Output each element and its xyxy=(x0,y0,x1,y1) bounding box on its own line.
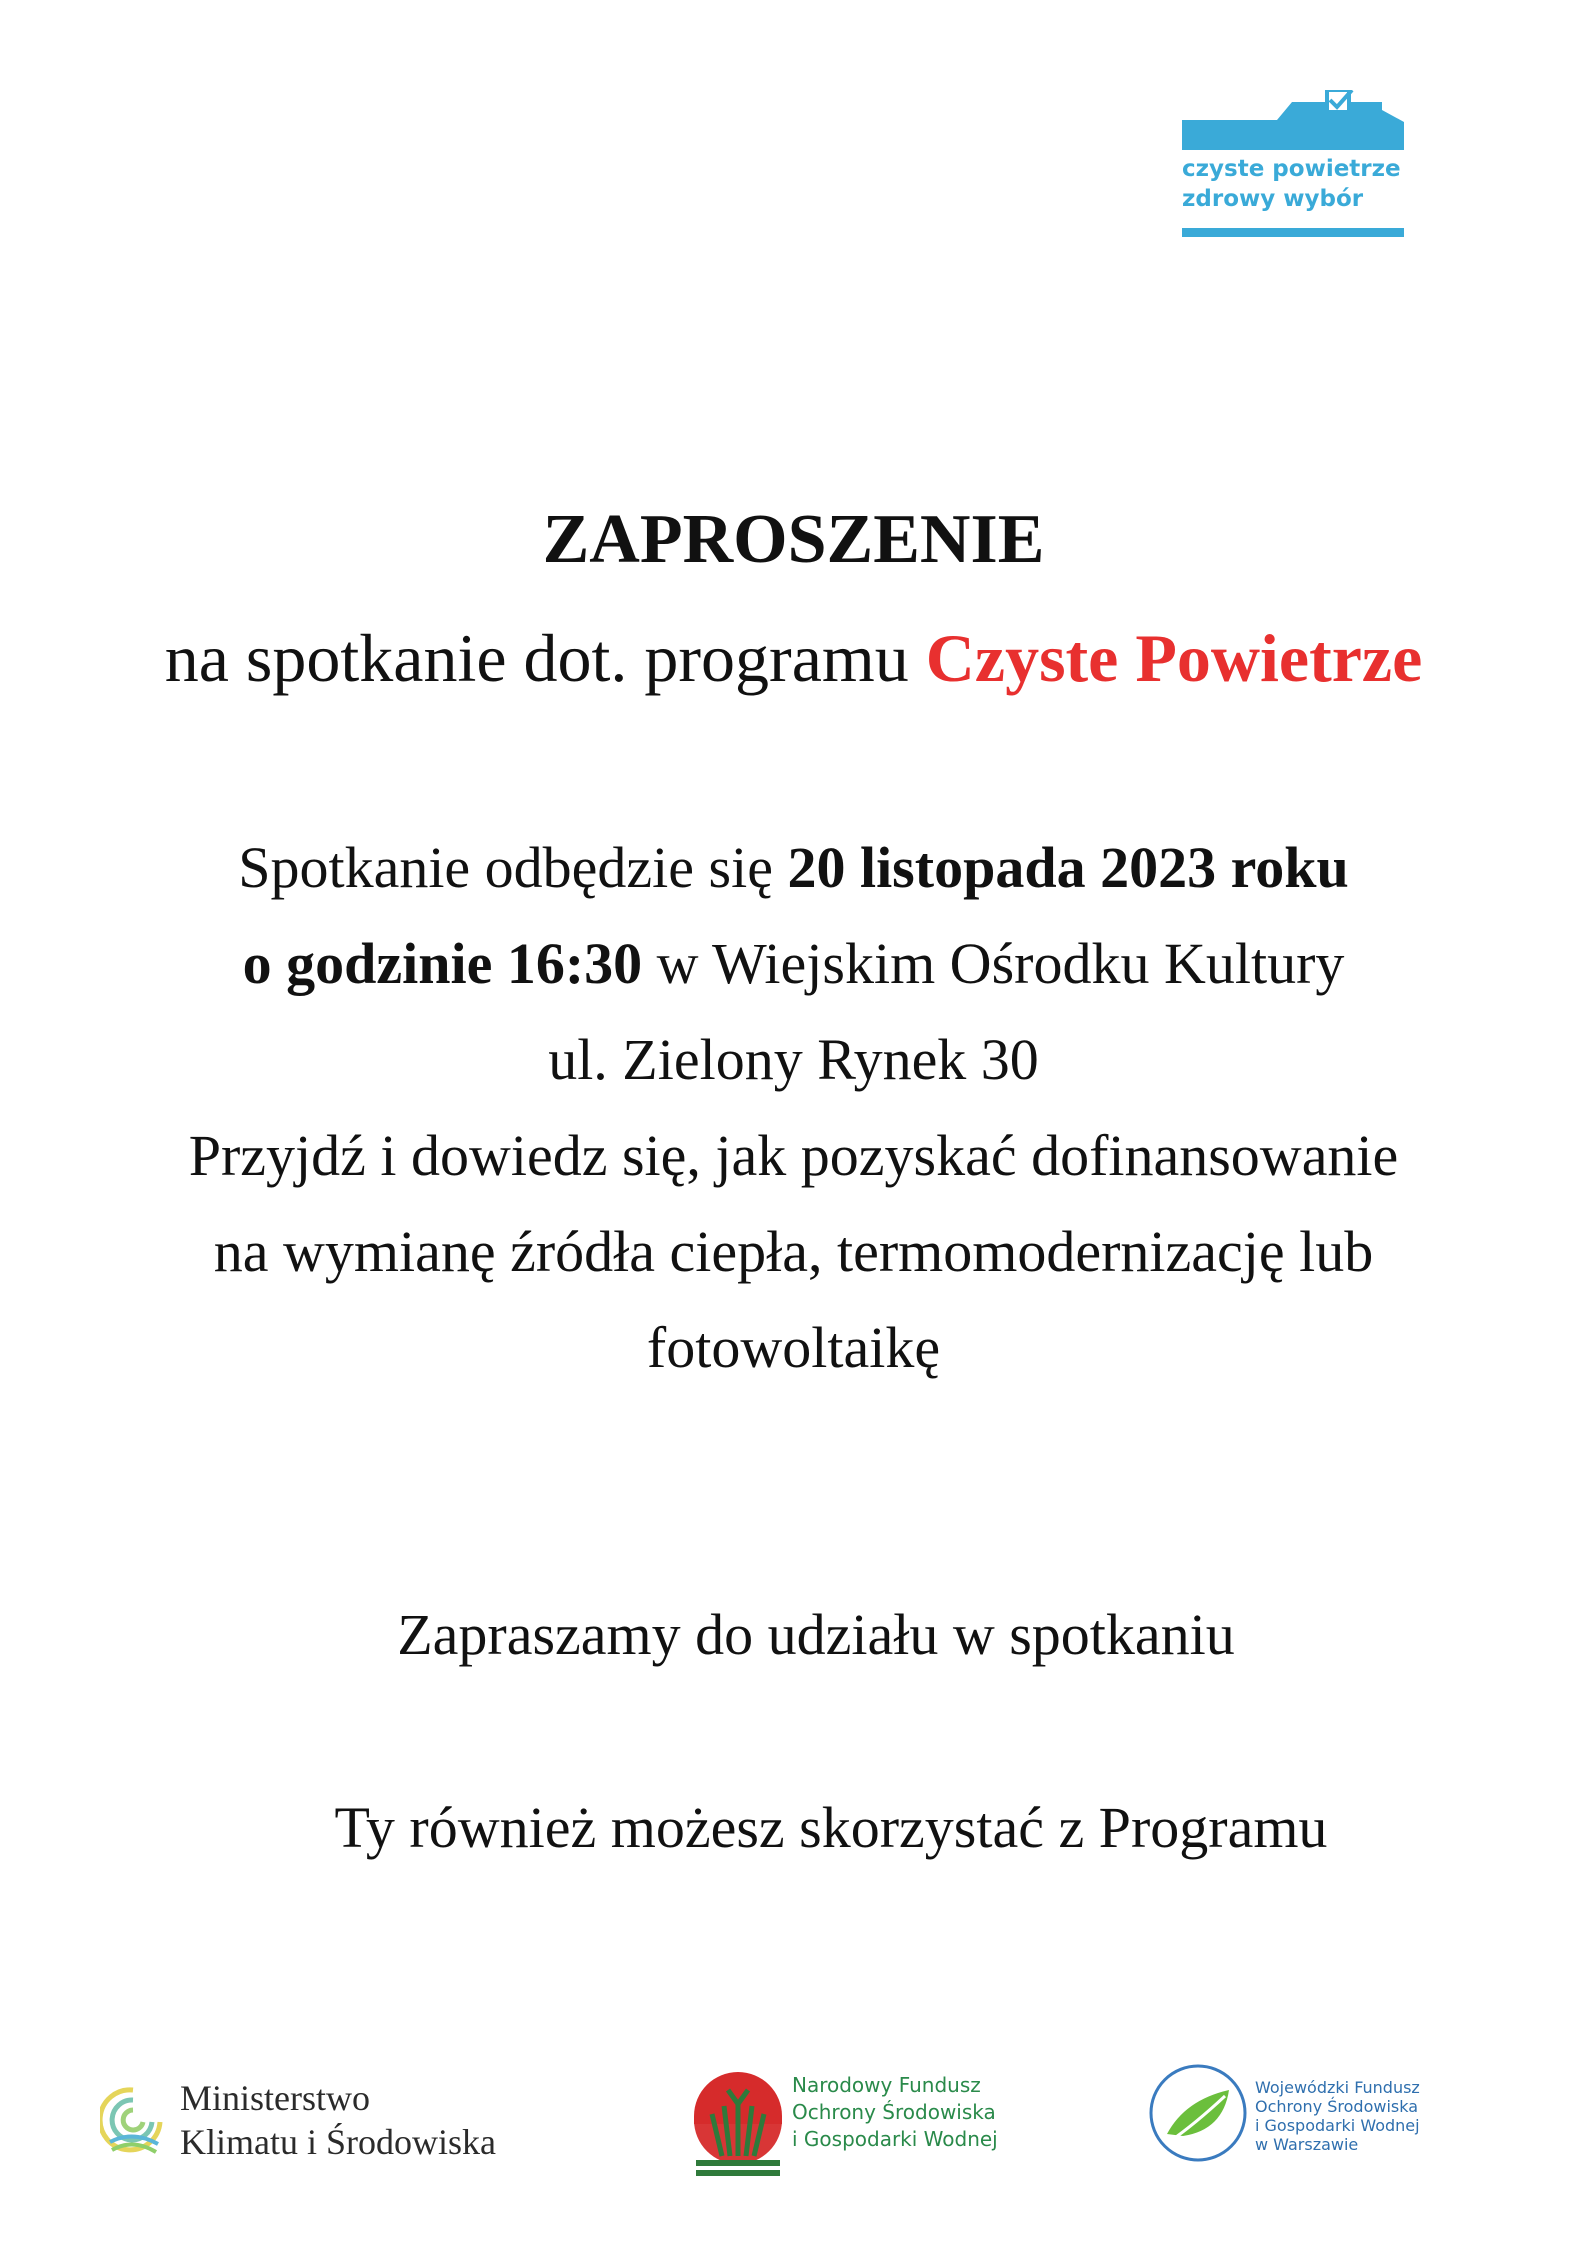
nfosigw-logo xyxy=(690,2060,1030,2180)
nfosigw-line-3: i Gospodarki Wodnej xyxy=(792,2127,998,2151)
logo-underline xyxy=(1182,228,1404,237)
ministry-logo xyxy=(100,2072,570,2172)
wfosigw-line-1: Wojewódzki Fundusz xyxy=(1255,2078,1420,2097)
subtitle-text: na spotkanie dot. programu xyxy=(164,620,909,696)
program-name: Czyste Powietrze xyxy=(925,620,1423,696)
subtitle xyxy=(0,618,1587,698)
ministry-line-1: Ministerstwo xyxy=(180,2078,371,2118)
czyste-powietrze-logo xyxy=(1182,90,1407,240)
time-line xyxy=(0,916,1587,1012)
wfosigw-line-4: w Warszawie xyxy=(1255,2135,1359,2154)
meeting-address: ul. Zielony Rynek 30 xyxy=(548,1027,1039,1092)
info-line-1: Przyjdź i dowiedz się, jak pozyskać dofinansowanie xyxy=(188,1123,1399,1188)
info-line-3: fotowoltaikę xyxy=(646,1315,941,1380)
meeting-details xyxy=(0,820,1587,1396)
meeting-place: w Wiejskim Ośrodku Kultury xyxy=(656,931,1345,996)
ministry-emblem-icon xyxy=(100,2082,166,2162)
logo-tagline-1: czyste powietrze xyxy=(1182,156,1401,182)
wfosigw-line-3: i Gospodarki Wodnej xyxy=(1255,2116,1420,2135)
date-prefix: Spotkanie odbędzie się xyxy=(238,835,773,900)
invite-text: Zapraszamy do udziału w spotkaniu xyxy=(397,1602,1235,1667)
wfosigw-leaf-icon xyxy=(1145,2060,1251,2166)
nfosigw-line-2: Ochrony Środowiska xyxy=(792,2100,996,2124)
page-title: ZAPROSZENIE xyxy=(542,501,1045,578)
house-check-icon xyxy=(1182,90,1407,154)
nfosigw-line-1: Narodowy Fundusz xyxy=(792,2073,981,2097)
wfosigw-line-2: Ochrony Środowiska xyxy=(1255,2097,1419,2116)
closing-text: Ty również możesz skorzystać z Programu xyxy=(334,1795,1328,1860)
date-line xyxy=(0,820,1587,916)
nfosigw-emblem-icon xyxy=(690,2060,786,2180)
meeting-time: o godzinie 16:30 xyxy=(242,931,643,996)
wfosigw-logo xyxy=(1145,2060,1455,2180)
meeting-date: 20 listopada 2023 roku xyxy=(787,835,1349,900)
ministry-line-2: Klimatu i Środowiska xyxy=(180,2122,496,2162)
info-line-2: na wymianę źródła ciepła, termomodernizację lub xyxy=(213,1219,1374,1284)
logo-tagline-2: zdrowy wybór xyxy=(1182,186,1364,212)
